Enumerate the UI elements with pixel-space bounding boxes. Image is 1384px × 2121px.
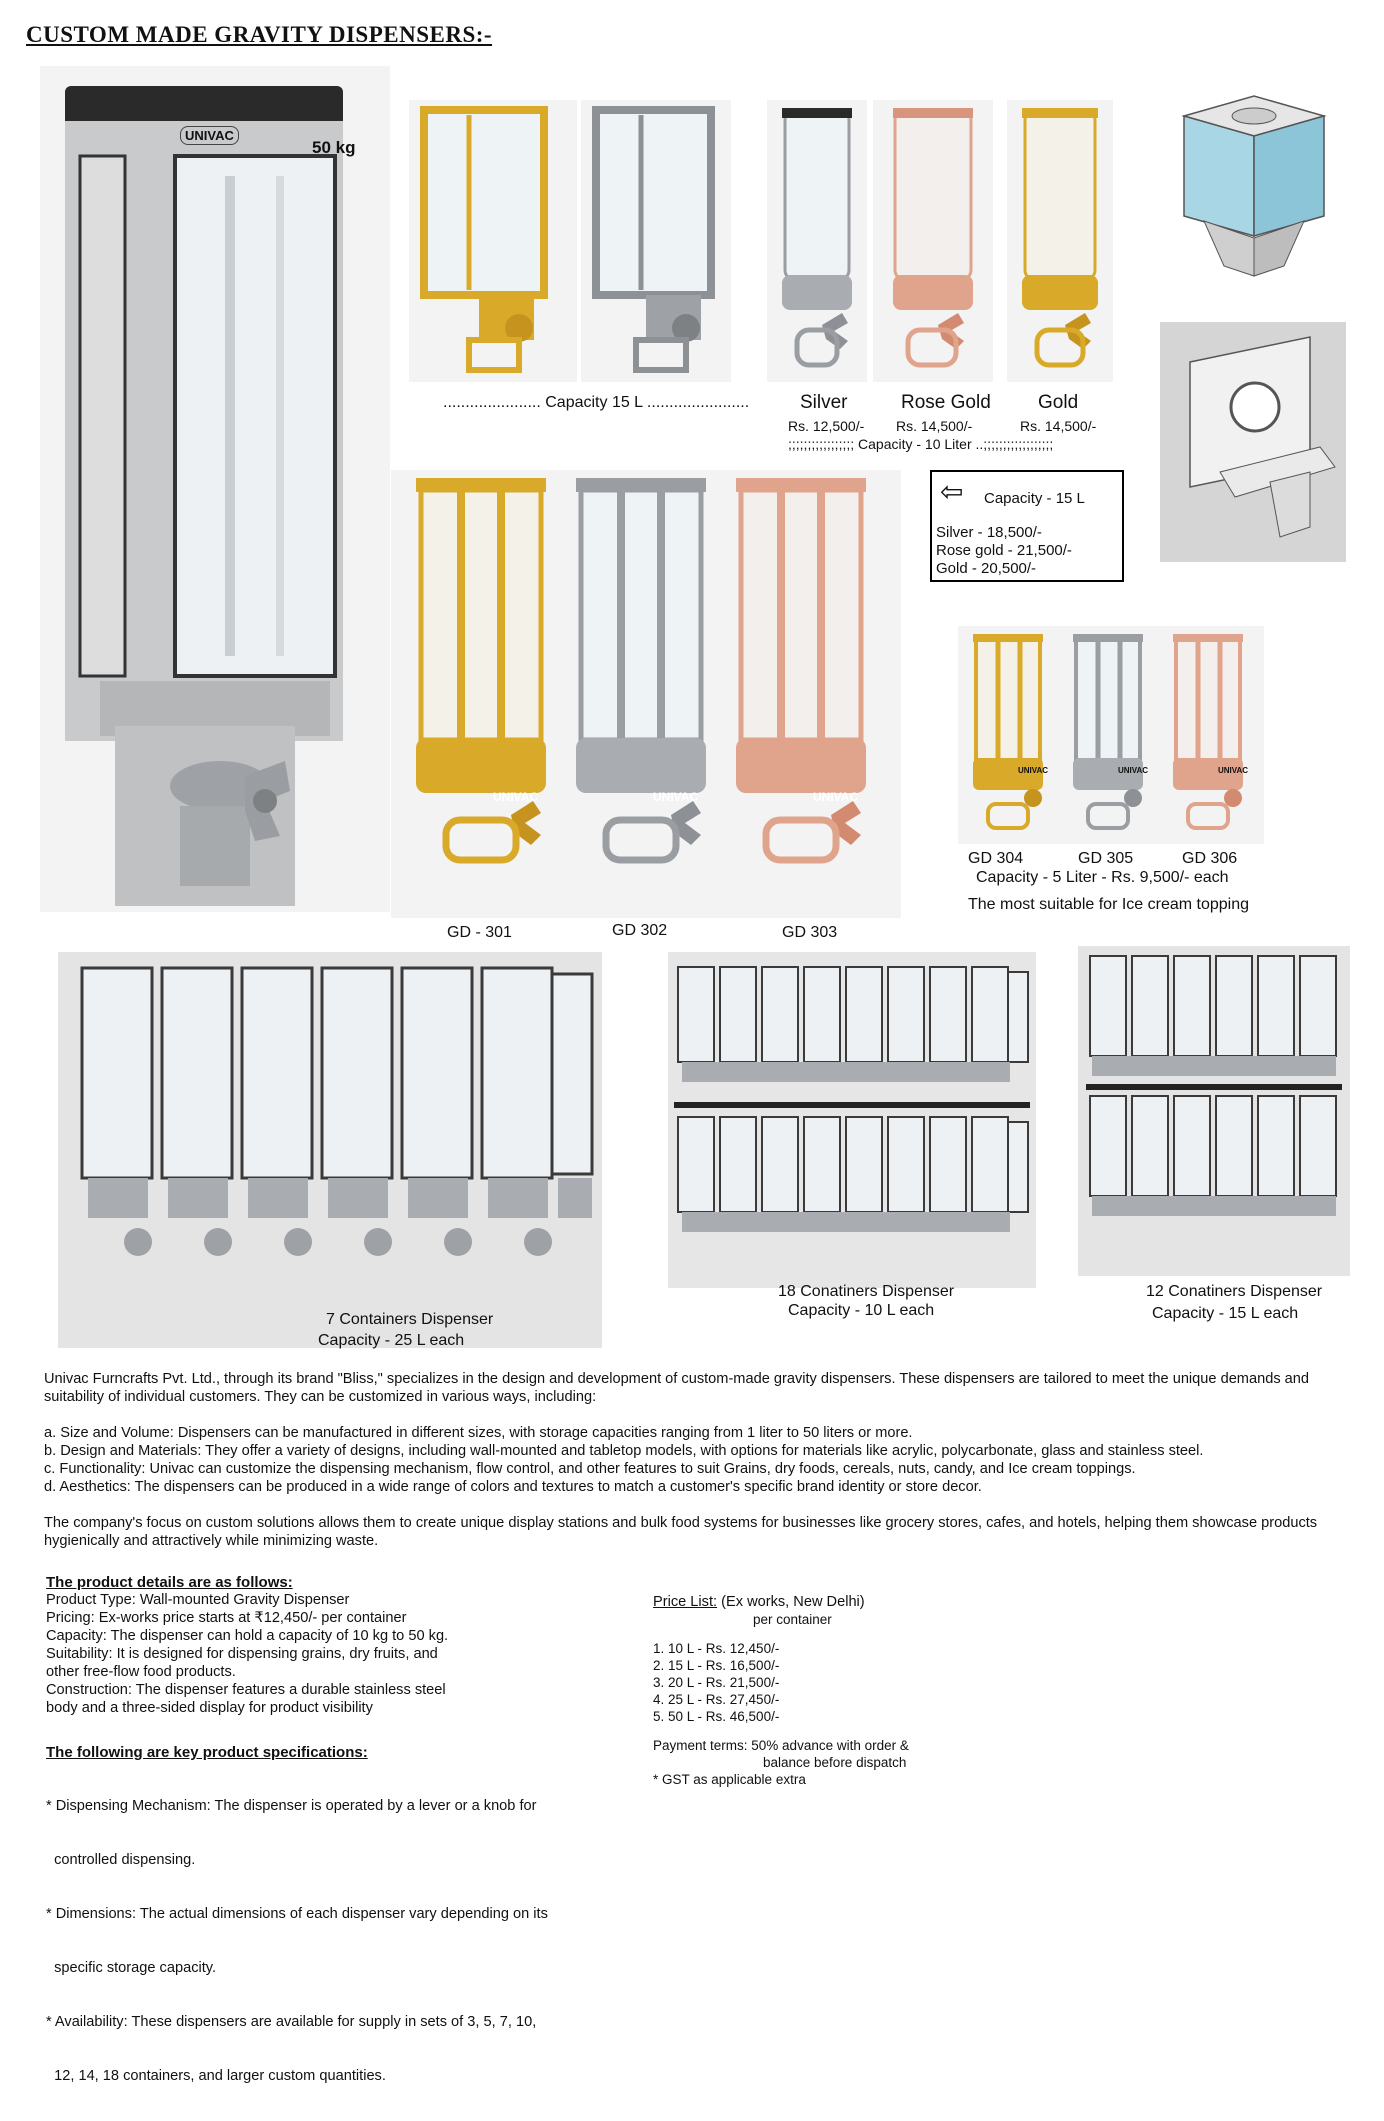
detail-line: Pricing: Ex-works price starts at ₹12,450/- per container — [46, 1610, 407, 1626]
capacity-10-caption: ;;;;;;;;;;;;;;;;; Capacity - 10 Liter ..;;;;;;;;;;;;;;;;;; — [788, 436, 1054, 452]
hero-dispenser-image — [40, 66, 390, 912]
spec-line: 12, 14, 18 containers, and larger custom quantities. — [46, 2068, 386, 2084]
gd-304-306-image — [958, 626, 1264, 844]
dispenser-mounting-drawing — [1160, 322, 1346, 562]
detail-line: other free-flow food products. — [46, 1664, 236, 1680]
finish-gold-price: Rs. 14,500/- — [1020, 418, 1097, 434]
hero-brand-label: UNIVAC — [180, 126, 239, 145]
spec-line: specific storage capacity. — [46, 1960, 217, 1976]
square-gold-dispenser-image — [409, 100, 577, 382]
payment-terms-line: Payment terms: 50% advance with order & — [653, 1738, 909, 1753]
spec-line: * Dimensions: The actual dimensions of each dispenser vary depending on its — [46, 1906, 548, 1922]
product-details-section — [46, 1574, 606, 1717]
finish-silver-label: Silver — [800, 392, 848, 413]
left-arrow-icon: ⇦ — [940, 476, 964, 507]
price-info-box — [930, 470, 1124, 582]
cylinder-silver-dispenser-image — [767, 100, 867, 382]
gd-301-brand: UNIVAC — [493, 790, 539, 804]
infobox-rose-gold-price: Rose gold - 21,500/- — [936, 542, 1072, 559]
capacity-15-caption: ...................... Capacity 15 L ....................... — [443, 394, 750, 411]
gd-306-brand: UNIVAC — [1218, 766, 1249, 775]
page-title: CUSTOM MADE GRAVITY DISPENSERS:- — [26, 22, 493, 47]
cylinder-gold-dispenser-image — [1007, 100, 1113, 382]
finish-rose-gold-label: Rose Gold — [901, 392, 991, 413]
price-list-item: 3. 20 L - Rs. 21,500/- — [653, 1675, 780, 1690]
detail-line: Suitability: It is designed for dispensing grains, dry fruits, and — [46, 1646, 438, 1662]
detail-line: body and a three-sided display for product visibility — [46, 1700, 373, 1716]
price-list-sub: per container — [753, 1612, 832, 1627]
custom-point-design: b. Design and Materials: They offer a variety of designs, including wall-mounted and tabletop models, with options for materials like acrylic, polycarbonate, glass and stainless steel. — [44, 1443, 1204, 1459]
product-details-heading: The product details are as follows: — [46, 1574, 293, 1591]
dispenser-technical-drawing — [1164, 86, 1344, 302]
price-list-section — [653, 1594, 973, 1788]
gd-small-note: The most suitable for Ice cream topping — [968, 896, 1250, 913]
gd-306-label: GD 306 — [1182, 850, 1238, 867]
twelve-container-title: 12 Conatiners Dispenser — [1146, 1283, 1323, 1300]
gd-305-brand: UNIVAC — [1118, 766, 1149, 775]
infobox-gold-price: Gold - 20,500/- — [936, 560, 1037, 577]
cylinder-rose-gold-dispenser-image — [873, 100, 993, 382]
infobox-silver-price: Silver - 18,500/- — [936, 524, 1042, 541]
eighteen-container-capacity: Capacity - 10 L each — [788, 1302, 935, 1319]
square-chrome-dispenser-image — [581, 100, 731, 382]
custom-point-functionality: c. Functionality: Univac can customize the dispensing mechanism, flow control, and other features to suit Grains, dry foods, cereals, nuts, candy, and Ice cream toppings. — [44, 1461, 1136, 1477]
eighteen-container-title: 18 Conatiners Dispenser — [778, 1283, 955, 1300]
price-list-item: 4. 25 L - Rs. 27,450/- — [653, 1692, 780, 1707]
gd-303-label: GD 303 — [782, 924, 838, 941]
price-list-heading: Price List: — [653, 1594, 718, 1610]
gst-note: * GST as applicable extra — [653, 1772, 806, 1787]
gd-301-303-image — [391, 470, 901, 918]
focus-paragraph: The company's focus on custom solutions allows them to create unique display stations and bulk food systems for businesses like grocery stores, cafes, and hotels, helping them showcase products hygienically and attractively while minimizing waste. — [44, 1515, 1318, 1549]
price-list-location: (Ex works, New Delhi) — [717, 1594, 865, 1610]
detail-line: Capacity: The dispenser can hold a capacity of 10 kg to 50 kg. — [46, 1628, 449, 1644]
spec-line: * Availability: These dispensers are available for supply in sets of 3, 5, 7, 10, — [46, 2014, 537, 2030]
hero-capacity-label: 50 kg — [312, 138, 356, 157]
eighteen-container-dispenser-image — [668, 952, 1036, 1288]
price-list-item: 2. 15 L - Rs. 16,500/- — [653, 1658, 780, 1673]
seven-container-capacity: Capacity - 25 L each — [318, 1332, 465, 1349]
twelve-container-capacity: Capacity - 15 L each — [1152, 1305, 1299, 1322]
infobox-capacity: Capacity - 15 L — [984, 490, 1085, 507]
gd-304-label: GD 304 — [968, 850, 1024, 867]
gd-small-capacity: Capacity - 5 Liter - Rs. 9,500/- each — [976, 869, 1229, 886]
finish-rose-gold-price: Rs. 14,500/- — [896, 418, 973, 434]
gd-302-brand: UNIVAC — [653, 790, 699, 804]
seven-container-dispenser-image — [58, 952, 602, 1348]
gd-304-brand: UNIVAC — [1018, 766, 1049, 775]
gd-303-brand: UNIVAC — [813, 790, 859, 804]
payment-terms-line: balance before dispatch — [763, 1755, 907, 1770]
detail-line: Product Type: Wall-mounted Gravity Dispenser — [46, 1592, 350, 1608]
spec-line: * Dispensing Mechanism: The dispenser is operated by a lever or a knob for — [46, 1798, 537, 1814]
twelve-container-dispenser-image — [1078, 946, 1350, 1276]
price-list-item: 1. 10 L - Rs. 12,450/- — [653, 1641, 780, 1656]
custom-point-aesthetics: d. Aesthetics: The dispensers can be produced in a wide range of colors and textures to match a customer's specific brand identity or store decor. — [44, 1479, 982, 1495]
specifications-section — [46, 1744, 626, 2121]
finish-silver-price: Rs. 12,500/- — [788, 418, 865, 434]
price-list-item: 5. 50 L - Rs. 46,500/- — [653, 1709, 780, 1724]
gd-301-label: GD - 301 — [447, 924, 512, 941]
custom-point-size: a. Size and Volume: Dispensers can be manufactured in different sizes, with storage capacities ranging from 1 liter to 50 liters or more. — [44, 1425, 913, 1441]
detail-line: Construction: The dispenser features a durable stainless steel — [46, 1682, 446, 1698]
specifications-heading: The following are key product specifications: — [46, 1744, 368, 1761]
custom-points — [44, 1424, 1364, 1496]
spec-line: controlled dispensing. — [46, 1852, 196, 1868]
gd-305-label: GD 305 — [1078, 850, 1134, 867]
seven-container-title: 7 Containers Dispenser — [326, 1311, 494, 1328]
finish-gold-label: Gold — [1038, 392, 1079, 413]
intro-paragraph: Univac Furncrafts Pvt. Ltd., through its brand "Bliss," specializes in the design and development of custom-made gravity dispensers. These dispensers are tailored to meet the unique demands and suitability of individual customers. They can be customized in various ways, including: — [44, 1371, 1310, 1405]
gd-302-label: GD 302 — [612, 922, 668, 939]
